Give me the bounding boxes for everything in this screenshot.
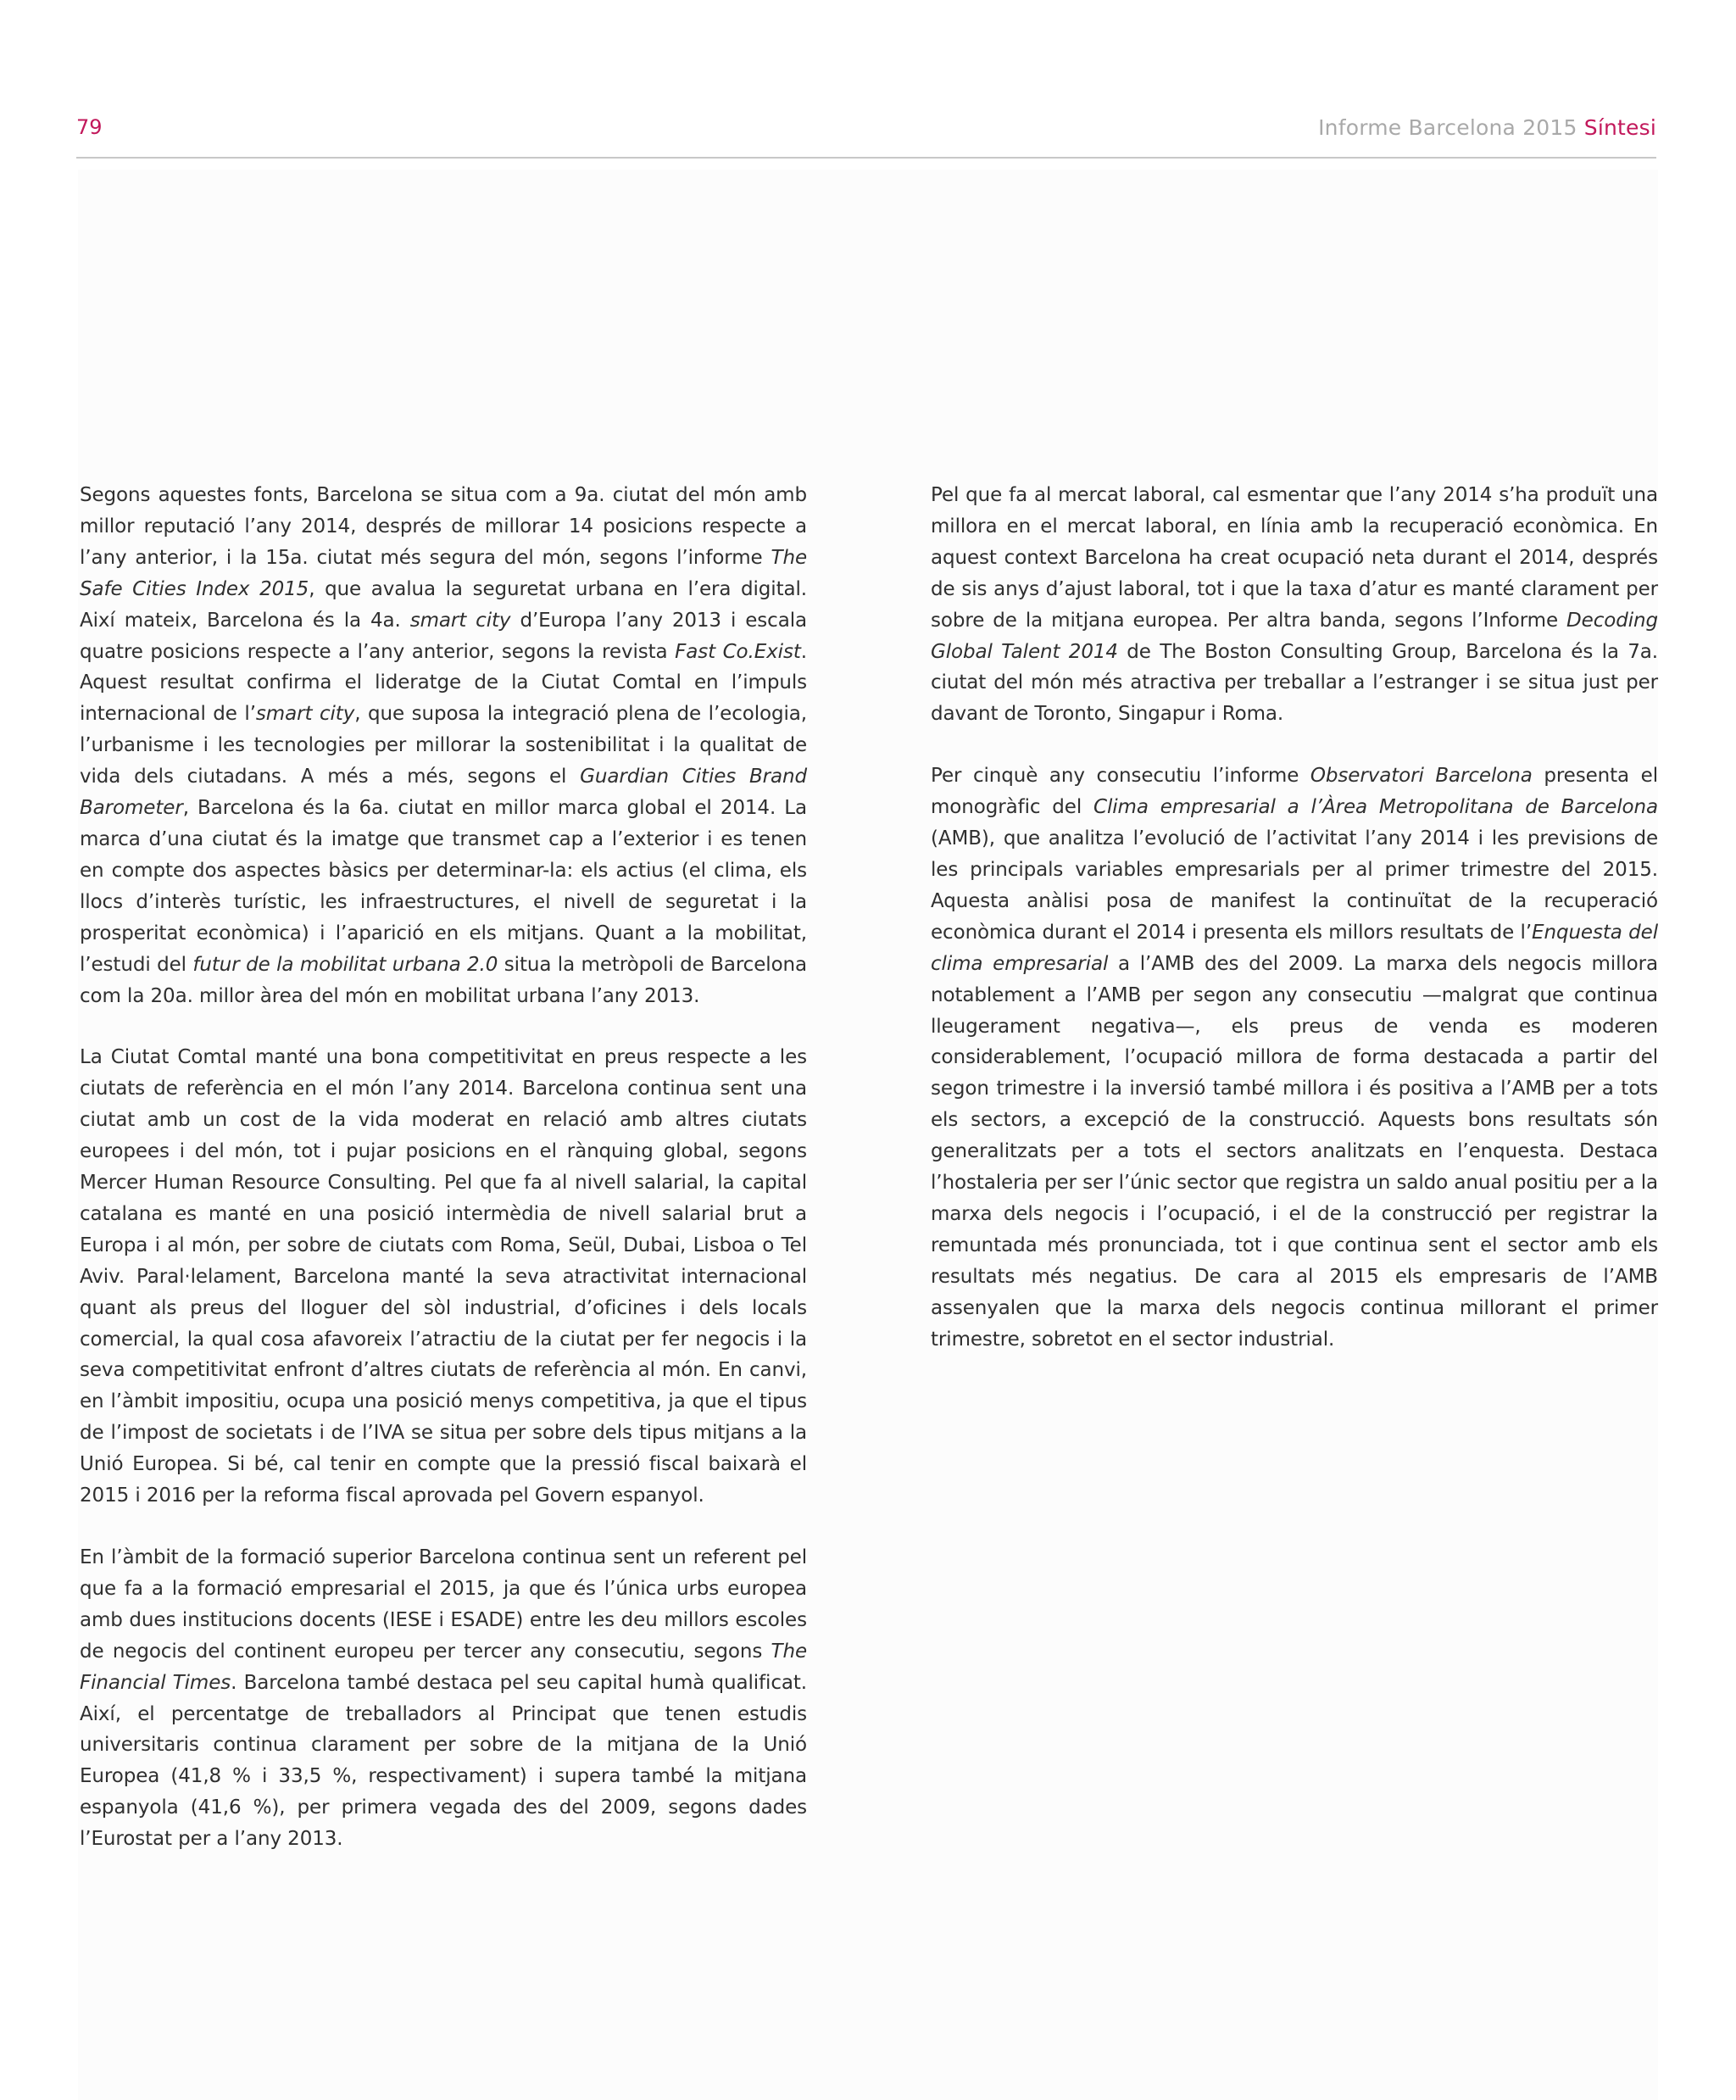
italic-title: The Financial Times <box>80 1640 807 1694</box>
right-column <box>931 480 1658 1385</box>
running-head <box>1318 115 1656 140</box>
page-header <box>76 110 1656 158</box>
paragraph-competitiveness: La Ciutat Comtal manté una bona competitivitat en preus respecte a les ciutats de referència en el món l’any 2014. Barcelona continua sent una ciutat amb un cost de la vida moderat en relació amb altres ciutats europees i del món, tot i pujar posicions en el rànquing global, segons Mercer Human Resource Consulting. Pel que fa al nivell salarial, la capital catalana es manté en una posició intermèdia de nivell salarial brut a Europa i al món, per sobre de ciutats com Roma, Seül, Dubai, Lisboa o Tel Aviv. Paral·lelament, Barcelona manté la seva atractivitat internacional quant als preus del lloguer del sòl industrial, d’oficines i dels locals comercial, la qual cosa afavoreix l’atractiu de la ciutat per fer negocis i la seva competitivitat enfront d’altres ciutats de referència al món. En canvi, en l’àmbit impositiu, ocupa una posició menys competitiva, ja que el tipus de l’impost de societats i de l’IVA se situa per sobre dels tipus mitjans a la Unió Europea. Si bé, cal tenir en compte que la pressió fiscal baixarà el 2015 i 2016 per la reforma fiscal aprovada pel Govern espanyol. <box>80 1046 807 1507</box>
paragraph-business-climate: Per cinquè any consecutiu l’informe Observatori Barcelona presenta el monogràfic del Clima empresarial a l’Àrea Metropolitana de Barcelona (AMB), que analitza l’evolució de l’activitat l’any 2014 i les previsions de les principals variables empresarials per al primer trimestre del 2015. Aquesta anàlisi posa de manifest la continuïtat de la recuperació econòmica durant el 2014 i presenta els millors resultats de l’Enquesta del clima empresarial a l’AMB des del 2009. La marxa dels negocis millora notablement a l’AMB per segon any consecutiu —malgrat que continua lleugerament negativa—, els preus de venda es moderen considerablement, l’ocupació millora de forma destacada a partir del segon trimestre i la inversió també millora i és positiva a l’AMB per a tots els sectors, a excepció de la construcció. Aquests bons resultats són generalitzats per a tots el sectors analitzats en l’enquesta. Destaca l’hostaleria per ser l’únic sector que registra un saldo anual positiu per a la marxa dels negocis i l’ocupació, i el de la construcció per registrar la remuntada més pronunciada, tot i que continua sent el sector amb els resultats més negatius. De cara al 2015 els empresaris de l’AMB assenyalen que la marxa dels negocis continua millorant el primer trimestre, sobretot en el sector industrial. <box>931 765 1658 1351</box>
italic-title: Enquesta del clima empresarial <box>931 921 1658 975</box>
paragraph-reputation: Segons aquestes fonts, Barcelona se situa com a 9a. ciutat del món amb millor reputació l’any 2014, després de millorar 14 posicions respecte a l’any anterior, i la 15a. ciutat més segura del món, segons l’informe The Safe Cities Index 2015, que avalua la seguretat urbana en l’era digital. Així mateix, Barcelona és la 4a. smart city d’Europa l’any 2013 i escala quatre posicions respecte a l’any anterior, segons la revista Fast Co.Exist. Aquest resultat confirma el lideratge de la Ciutat Comtal en l’impuls internacional de l’smart city, que suposa la integració plena de l’ecologia, l’urbanisme i les tecnologies per millorar la sostenibilitat i la qualitat de vida dels ciutadans. A més a més, segons el Guardian Cities Brand Barometer, Barcelona és la 6a. ciutat en millor marca global el 2014. La marca d’una ciutat és la imatge que transmet cap a l’exterior i es tenen en compte dos aspectes bàsics per determinar-la: els actius (el clima, els llocs d’interès turístic, les infraestructures, el nivell de seguretat i la prosperitat econòmica) i l’aparició en els mitjans. Quant a la mobilitat, l’estudi del futur de la mobilitat urbana 2.0 situa la metròpoli de Barcelona com la 20a. millor àrea del món en mobilitat urbana l’any 2013. <box>80 484 808 1007</box>
paragraph-labour-market: Pel que fa al mercat laboral, cal esmentar que l’any 2014 s’ha produït una millora en el mercat laboral, en línia amb la recuperació econòmica. En aquest context Barcelona ha creat ocupació neta durant el 2014, després de sis anys d’ajust laboral, tot i que la taxa d’atur es manté clarament per sobre de la mitjana europea. Per altra banda, segons l’Informe Decoding Global Talent 2014 de The Boston Consulting Group, Barcelona és la 7a. ciutat del món més atractiva per treballar a l’estranger i se situa just per davant de Toronto, Singapur i Roma. <box>931 484 1658 726</box>
running-title: Informe Barcelona 2015 <box>1318 115 1577 140</box>
paragraph-education: En l’àmbit de la formació superior Barcelona continua sent un referent pel que fa a la formació empresarial el 2015, ja que és l’única urbs europea amb dues institucions docents (IESE i ESADE) entre les deu millors escoles de negocis del continent europeu per tercer any consecutiu, segons The Financial Times. Barcelona també destaca pel seu capital humà qualificat. Així, el percentatge de treballadors al Principat que tenen estudis universitaris continua clarament per sobre de la mitjana de la Unió Europea (41,8 % i 33,5 %, respectivament) i supera també la mitjana espanyola (41,6 %), per primera vegada des del 2009, segons dades l’Eurostat per a l’any 2013. <box>80 1546 807 1851</box>
italic-title: Clima empresarial a l’Àrea Metropolitana de Barcelona <box>1093 796 1658 819</box>
page-number: 79 <box>76 115 103 139</box>
italic-term: smart city <box>255 703 355 726</box>
left-column <box>80 480 807 1886</box>
italic-title: The Safe Cities Index 2015 <box>80 546 807 600</box>
italic-term: smart city <box>409 609 511 632</box>
italic-title: futur de la mobilitat urbana 2.0 <box>192 953 498 976</box>
italic-title: Guardian Cities Brand Barometer <box>80 766 807 820</box>
italic-title: Decoding Global Talent 2014 <box>931 609 1658 663</box>
italic-title: Fast Co.Exist <box>675 640 801 663</box>
running-section: Síntesi <box>1583 115 1656 140</box>
italic-title: Observatori Barcelona <box>1310 765 1533 788</box>
header-rule <box>76 157 1656 159</box>
